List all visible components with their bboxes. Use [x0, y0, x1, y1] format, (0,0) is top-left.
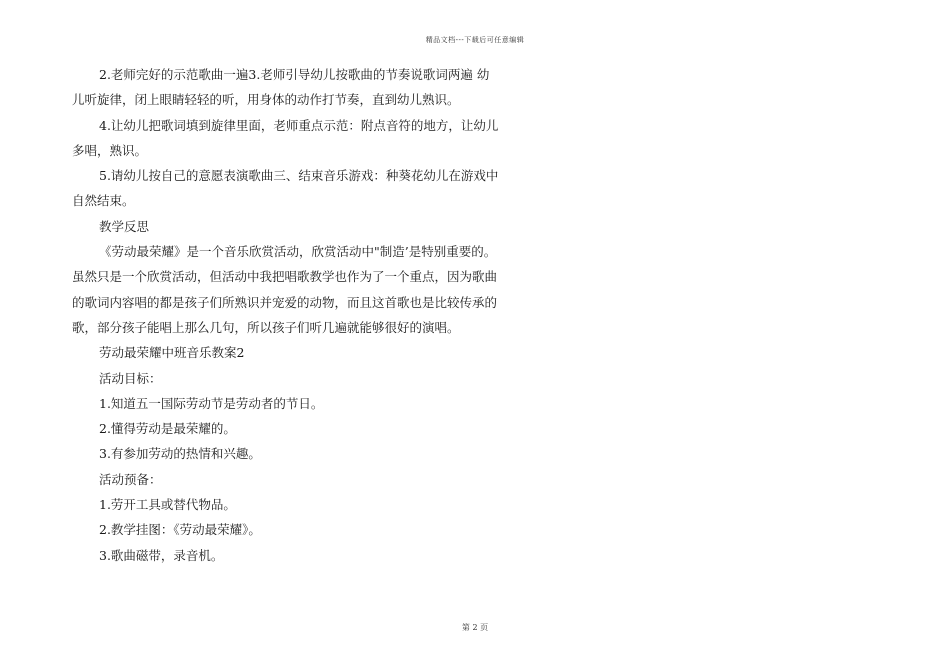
text-line: 5.请幼儿按自己的意愿表演歌曲三、结束音乐游戏：种葵花幼儿在游戏中: [99, 168, 499, 184]
text-line: 活动预备：: [99, 471, 162, 487]
text-line: 3.有参加劳动的热情和兴趣。: [99, 446, 261, 462]
text-line: 3.歌曲磁带，录音机。: [99, 547, 224, 563]
text-line: 虽然只是一个欣赏活动，但活动中我把唱歌教学也作为了一个重点，因为歌曲: [72, 269, 498, 285]
text-line: 1.知道五一国际劳动节是劳动者的节日。: [99, 395, 324, 411]
text-line: 1.劳开工具或替代物品。: [99, 497, 236, 513]
text-line: 4.让幼儿把歌词填到旋律里面，老师重点示范：附点音符的地方，让幼儿: [99, 117, 499, 133]
text-line: 2.教学挂图：《劳动最荣耀》。: [99, 522, 261, 538]
text-line: 2.老师完好的示范歌曲一遍3.老师引导幼儿按歌曲的节奏说歌词两遍 幼: [99, 67, 490, 82]
page-header: 精品文档---下载后可任意编辑: [425, 36, 525, 44]
text-line: 活动目标：: [99, 370, 162, 386]
text-line: 多唱，熟识。: [72, 142, 148, 158]
text-line: 《劳动最荣耀》是一个音乐欣赏活动，欣赏活动中"制造’是特别重要的。: [99, 244, 497, 260]
text-line: 劳动最荣耀中班音乐教案2: [99, 345, 245, 361]
text-line: 自然结束。: [72, 193, 135, 209]
text-line: 2.懂得劳动是最荣耀的。: [99, 421, 236, 437]
text-line: 儿听旋律，闭上眼睛轻轻的听，用身体的动作打节奏，直到幼儿熟识。: [72, 92, 460, 108]
text-line: 的歌词内容唱的都是孩子们所熟识并宠爱的动物，而且这首歌也是比较传承的: [72, 294, 498, 310]
document-body: [72, 62, 499, 568]
page-number: 第 2 页: [461, 623, 489, 632]
text-line: 教学反思: [99, 218, 150, 234]
text-line: 歌，部分孩子能唱上那么几句，所以孩子们听几遍就能够很好的演唱。: [72, 319, 460, 335]
